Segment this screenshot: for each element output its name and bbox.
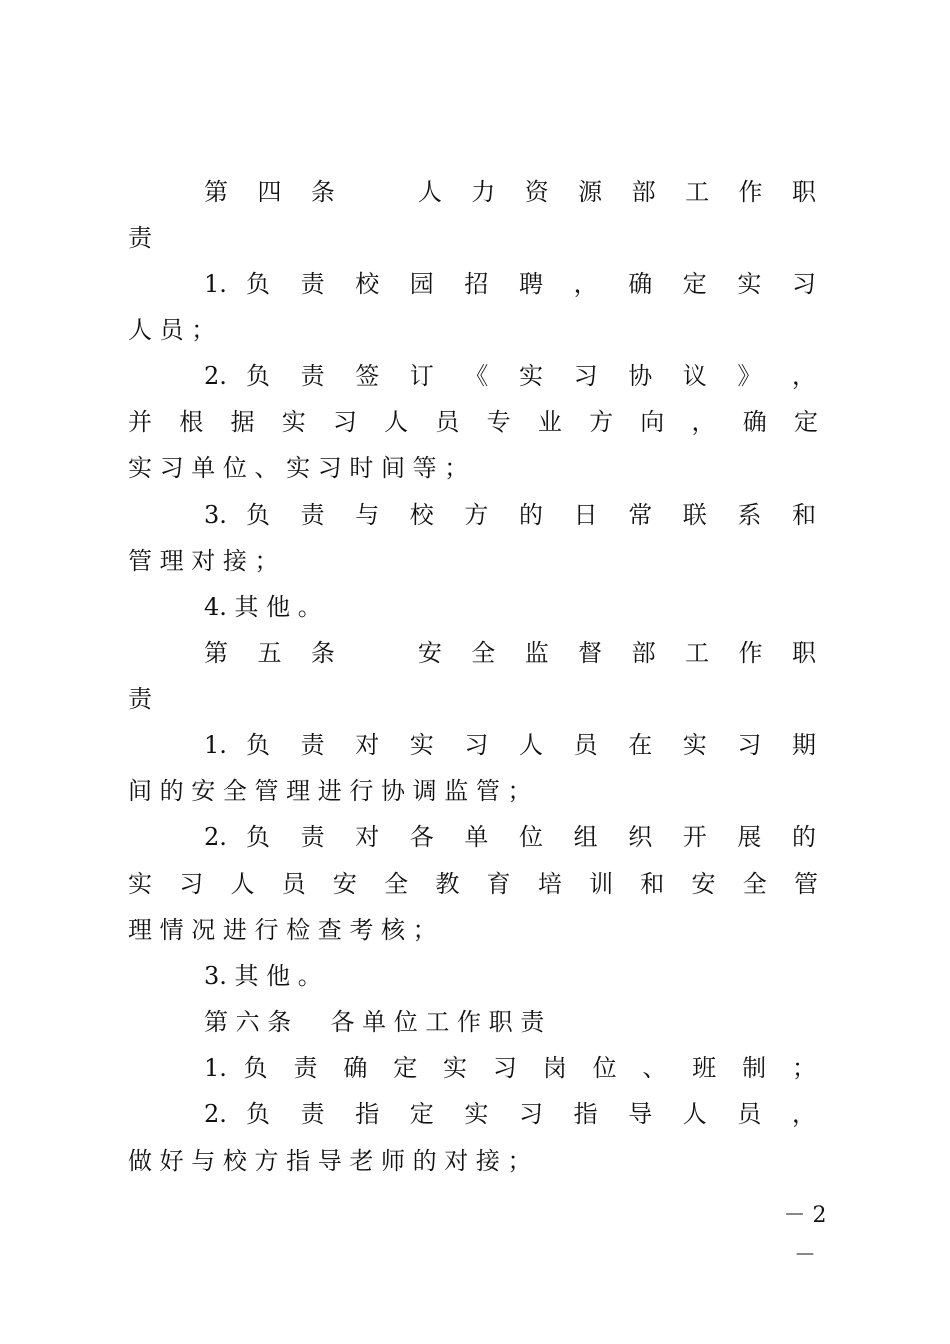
article-5-item-2: 2. 负 责 对 各 单 位 组 织 开 展 的 (204, 823, 816, 851)
article-4-item-2: 2. 负 责 签 订 《 实 习 协 议 》 ， (204, 362, 816, 390)
article-5-item-2-end: 理 情 况 进 行 检 查 考 核 ； (128, 916, 437, 944)
article-4-heading-continued: 责 (128, 224, 152, 252)
article-5-item-3: 3. 其 他 。 (204, 962, 322, 990)
article-4-heading: 第 四 条 人 力 资 源 部 工 作 职 (204, 178, 816, 206)
article-4-item-3-continued: 管 理 对 接 ； (128, 547, 279, 575)
article-4-item-3: 3. 负 责 与 校 方 的 日 常 联 系 和 (204, 501, 816, 529)
article-6-heading: 第 六 条 各 单 位 工 作 职 责 (204, 1008, 545, 1036)
article-5-item-1-continued: 间 的 安 全 管 理 进 行 协 调 监 管 ； (128, 777, 532, 805)
article-4-item-1-continued: 人 员 ； (128, 316, 216, 344)
page-number: － 2 － (783, 1203, 827, 1268)
article-4-item-2-end: 实 习 单 位 、 实 习 时 间 等 ； (128, 454, 469, 482)
article-4-item-2-continued: 并 根 据 实 习 人 员 专 业 方 向 ， 确 定 (128, 408, 818, 436)
article-5-heading: 第 五 条 安 全 监 督 部 工 作 职 (204, 639, 816, 667)
article-6-item-2-continued: 做 好 与 校 方 指 导 老 师 的 对 接 ； (128, 1147, 532, 1175)
article-5-heading-continued: 责 (128, 685, 152, 713)
article-5-item-2-continued: 实 习 人 员 安 全 教 育 培 训 和 安 全 管 (128, 870, 818, 898)
article-6-item-2: 2. 负 责 指 定 实 习 指 导 人 员 ， (204, 1100, 816, 1128)
article-6-item-1: 1. 负 责 确 定 实 习 岗 位 、 班 制 ； (204, 1054, 816, 1082)
article-5-item-1: 1. 负 责 对 实 习 人 员 在 实 习 期 (204, 731, 816, 759)
article-4-item-1: 1. 负 责 校 园 招 聘 ， 确 定 实 习 (204, 270, 816, 298)
article-4-item-4: 4. 其 他 。 (204, 593, 322, 621)
